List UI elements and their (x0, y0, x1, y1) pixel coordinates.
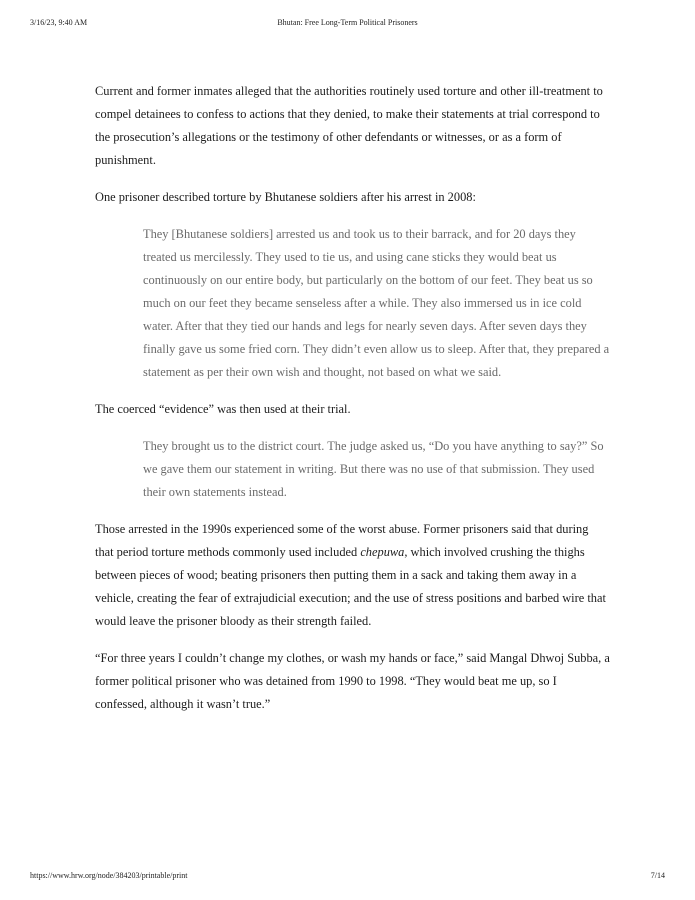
quote-text: They brought us to the district court. The judge asked us, “Do you have anything to say?” So we gave them our statement in writing. But there was no use of that submission. They used their own statements instead. (143, 439, 604, 499)
article-body (95, 80, 610, 730)
text-segment: , which involved crushing the thighs between pieces of wood; beating prisoners then putting them in a sack and taking them away in a vehicle, creating the fear of extrajudicial execution; and the use of stress positions and barbed wire that would leave the prisoner bloody as their strength failed. (95, 545, 606, 628)
quote-text: They [Bhutanese soldiers] arrested us and took us to their barrack, and for 20 days they treated us mercilessly. They used to tie us, and using cane sticks they would beat us continuously on our entire body, but particularly on the bottom of our feet. They beat us so much on our feet they became senseless after a while. They also immersed us in ice cold water. After that they tied our hands and legs for nearly seven days. After seven days they finally gave us some fried corn. They didn’t even allow us to sleep. After that, they prepared a statement as per their own wish and thought, not based on what we said. (143, 227, 610, 379)
paragraph-torture-allegations: Current and former inmates alleged that the authorities routinely used torture and other ill-treatment to compel detainees to confess to actions that they denied, to make their statements at trial correspond to the prosecution’s allegations or the testimony of other defendants or witnesses, or as a form of punishment. (95, 84, 603, 167)
paragraph-subba-quote: “For three years I couldn’t change my clothes, or wash my hands or face,” said Mangal Dhwoj Subba, a former political prisoner who was detained from 1990 to 1998. “They would beat me up, so I confessed, although it wasn’t true.” (95, 651, 610, 711)
quote-district-court (143, 435, 610, 504)
paragraph-coerced-evidence: The coerced “evidence” was then used at their trial. (95, 402, 351, 416)
text-segment: Those arrested in the 1990s experienced some of the worst abuse. Former prisoners said that during that period torture methods commonly used included (95, 522, 589, 559)
page-number: 7/14 (650, 871, 665, 880)
print-datetime: 3/16/23, 9:40 AM (30, 18, 88, 27)
paragraph-prisoner-intro: One prisoner described torture by Bhutanese soldiers after his arrest in 2008: (95, 190, 476, 204)
paragraph-1990s-abuse (95, 518, 610, 633)
print-page-title: Bhutan: Free Long-Term Political Prisoners (277, 18, 418, 27)
print-url: https://www.hrw.org/node/384203/printable/print (30, 871, 188, 880)
quote-prisoner-testimony (143, 223, 610, 384)
term-chepuwa: chepuwa (360, 545, 405, 559)
